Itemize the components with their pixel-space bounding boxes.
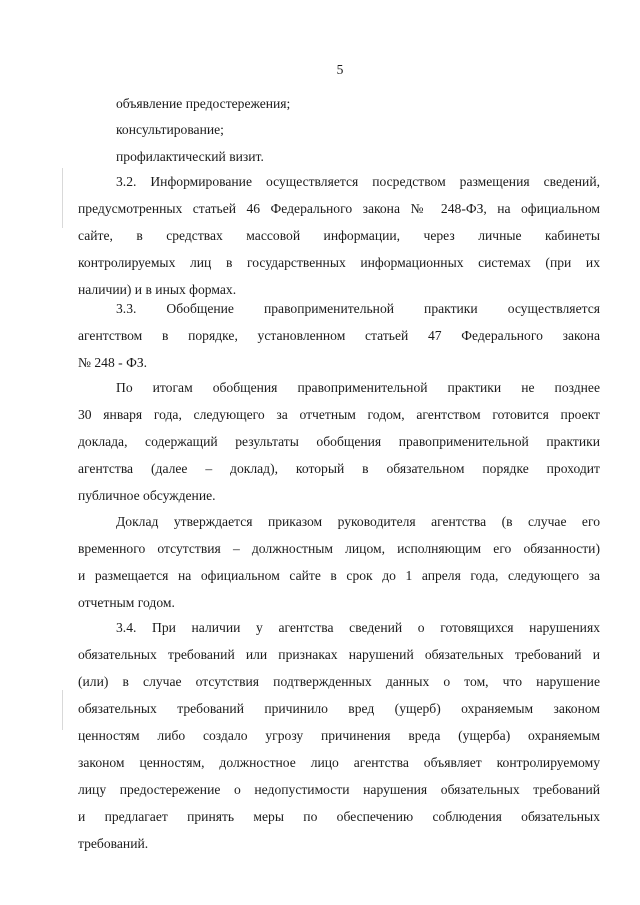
text-line: (или) в случае отсутствия подтвержденных данных о том, что нарушение	[78, 674, 600, 689]
text-line: отчетным годом.	[78, 595, 175, 610]
text-line: Доклад утверждается приказом руководителя агентства (в случае его	[116, 514, 600, 529]
text-line: агентства (далее – доклад), который в обязательном порядке проходит	[78, 461, 600, 476]
text-line: и предлагает принять меры по обеспечению соблюдения обязательных	[78, 809, 600, 824]
text-line: требований.	[78, 836, 149, 851]
text-line: наличии) и в иных формах.	[78, 282, 237, 297]
text-line: профилактический визит.	[116, 149, 264, 164]
text-line: доклада, содержащий результаты обобщения правоприменительной практики	[78, 434, 600, 449]
text-line: консультирование;	[116, 122, 224, 137]
paragraph-approval	[78, 510, 600, 615]
text-line: агентством в порядке, установленном статьей 47 Федерального закона	[78, 328, 600, 343]
text-line: № 248 - ФЗ.	[78, 355, 148, 370]
text-line: предусмотренных статьей 46 Федерального закона № 248-ФЗ, на официальном	[78, 201, 600, 216]
list-item-consulting	[78, 118, 600, 142]
paragraph-3-3	[78, 297, 600, 375]
paragraph-3-2	[78, 170, 600, 302]
paragraph-3-4	[78, 616, 600, 856]
scan-edge-mark	[62, 168, 63, 228]
text-line: обязательных требований причинило вред (ущерб) охраняемым законом	[78, 701, 600, 716]
list-item-warning	[78, 92, 600, 116]
page-number: 5	[336, 62, 344, 77]
paragraph-report	[78, 376, 600, 508]
list-item-visit	[78, 145, 600, 169]
text-line: обязательных требований или признаках нарушений обязательных требований и	[78, 647, 600, 662]
text-line: 30 января года, следующего за отчетным годом, агентством готовится проект	[78, 407, 600, 422]
text-line: лицу предостережение о недопустимости нарушения обязательных требований	[78, 782, 600, 797]
text-line: 3.3. Обобщение правоприменительной практики осуществляется	[116, 301, 600, 316]
text-line: По итогам обобщения правоприменительной практики не позднее	[116, 380, 600, 395]
text-line: публичное обсуждение.	[78, 488, 216, 503]
text-line: временного отсутствия – должностным лицом, исполняющим его обязанности)	[78, 541, 600, 556]
scan-edge-mark	[62, 690, 63, 730]
text-line: законом ценностям, должностное лицо агентства объявляет контролируемому	[78, 755, 600, 770]
text-line: объявление предостережения;	[116, 96, 291, 111]
text-line: 3.2. Информирование осуществляется посредством размещения сведений,	[116, 174, 600, 189]
text-line: 3.4. При наличии у агентства сведений о готовящихся нарушениях	[116, 620, 600, 635]
text-line: контролируемых лиц в государственных информационных системах (при их	[78, 255, 600, 270]
text-line: и размещается на официальном сайте в срок до 1 апреля года, следующего за	[78, 568, 600, 583]
text-line: сайте, в средствах массовой информации, через личные кабинеты	[78, 228, 600, 243]
text-line: ценностям либо создало угрозу причинения вреда (ущерба) охраняемым	[78, 728, 600, 743]
